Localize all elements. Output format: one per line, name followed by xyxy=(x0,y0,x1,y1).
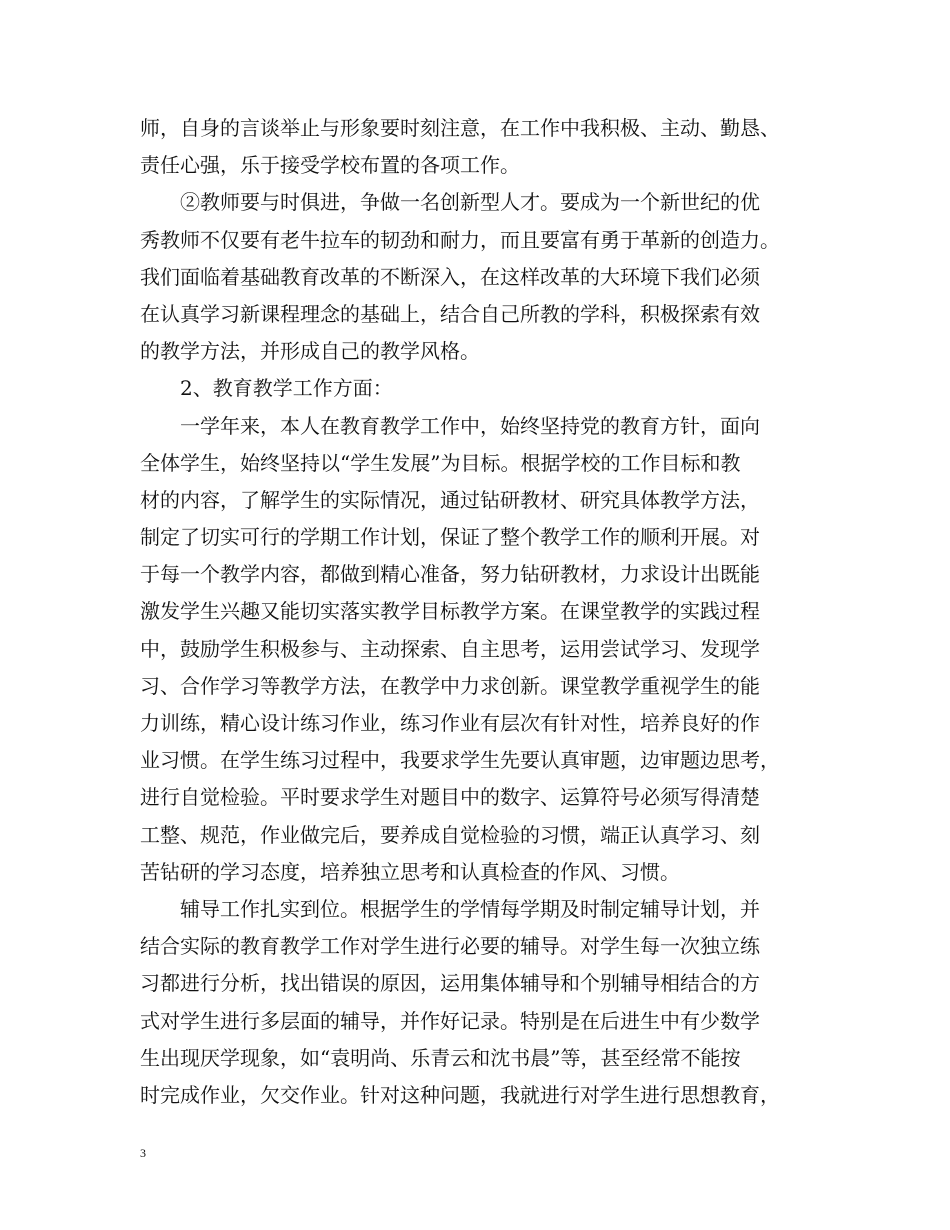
paragraph-start-line: ②教师要与时俱进，争做一名创新型人才。要成为一个新世纪的优 xyxy=(180,190,760,215)
text-line: 业习惯。在学生练习过程中，我要求学生先要认真审题，边审题边思考， xyxy=(140,748,780,773)
text-line: 师，自身的言谈举止与形象要时刻注意，在工作中我积极、主动、勤恳、 xyxy=(140,116,780,140)
body-text xyxy=(140,110,830,1114)
text-line: 秀教师不仅要有老牛拉车的韧劲和耐力，而且要富有勇于革新的创造力。 xyxy=(140,227,780,252)
text-line: 制定了切实可行的学期工作计划，保证了整个教学工作的顺利开展。对 xyxy=(140,525,760,550)
text-line: 苦钻研的学习态度，培养独立思考和认真检查的作风、习惯。 xyxy=(140,859,680,884)
text-line: 材的内容，了解学生的实际情况，通过钻研教材、研究具体教学方法， xyxy=(140,487,760,512)
text-line: 于每一个教学内容，都做到精心准备，努力钻研教材，力求设计出既能 xyxy=(140,562,760,587)
text-line: 我们面临着基础教育改革的不断深入，在这样改革的大环境下我们必须 xyxy=(140,264,760,289)
text-line: 责任心强，乐于接受学校布置的各项工作。 xyxy=(140,153,520,178)
text-line: 的教学方法，并形成自己的教学风格。 xyxy=(140,339,480,364)
paragraph-start-line: 辅导工作扎实到位。根据学生的学情每学期及时制定辅导计划，并 xyxy=(180,896,760,921)
text-line: 式对学生进行多层面的辅导，并作好记录。特别是在后进生中有少数学 xyxy=(140,1008,760,1033)
paragraph-start-line: 一学年来，本人在教育教学工作中，始终坚持党的教育方针，面向 xyxy=(180,413,760,438)
text-line: 在认真学习新课程理念的基础上，结合自己所教的学科，积极探索有效 xyxy=(140,301,760,326)
text-line: 习都进行分析，找出错误的原因，运用集体辅导和个别辅导相结合的方 xyxy=(140,971,760,996)
text-line: 全体学生，始终坚持以“学生发展”为目标。根据学校的工作目标和教 xyxy=(140,450,741,475)
text-line: 结合实际的教育教学工作对学生进行必要的辅导。对学生每一次独立练 xyxy=(140,934,760,959)
text-line: 进行自觉检验。平时要求学生对题目中的数字、运算符号必须写得清楚 xyxy=(140,785,760,810)
text-line: 习、合作学习等教学方法，在教学中力求创新。课堂教学重视学生的能 xyxy=(140,673,760,698)
text-line: 力训练，精心设计练习作业，练习作业有层次有针对性，培养良好的作 xyxy=(140,711,760,735)
text-line: 生出现厌学现象，如“袁明尚、乐青云和沈书晨”等，甚至经常不能按 xyxy=(140,1045,741,1070)
text-line: 中，鼓励学生积极参与、主动探索、自主思考，运用尝试学习、发现学 xyxy=(140,636,760,661)
text-line: 工整、规范，作业做完后，要养成自觉检验的习惯，端正认真学习、刻 xyxy=(140,822,760,847)
section-heading: 2、教育教学工作方面： xyxy=(180,376,393,401)
text-line: 激发学生兴趣又能切实落实教学目标教学方案。在课堂教学的实践过程 xyxy=(140,599,760,624)
page-number: 3 xyxy=(140,1146,146,1160)
text-line: 时完成作业，欠交作业。针对这种问题，我就进行对学生进行思想教育， xyxy=(140,1082,780,1107)
